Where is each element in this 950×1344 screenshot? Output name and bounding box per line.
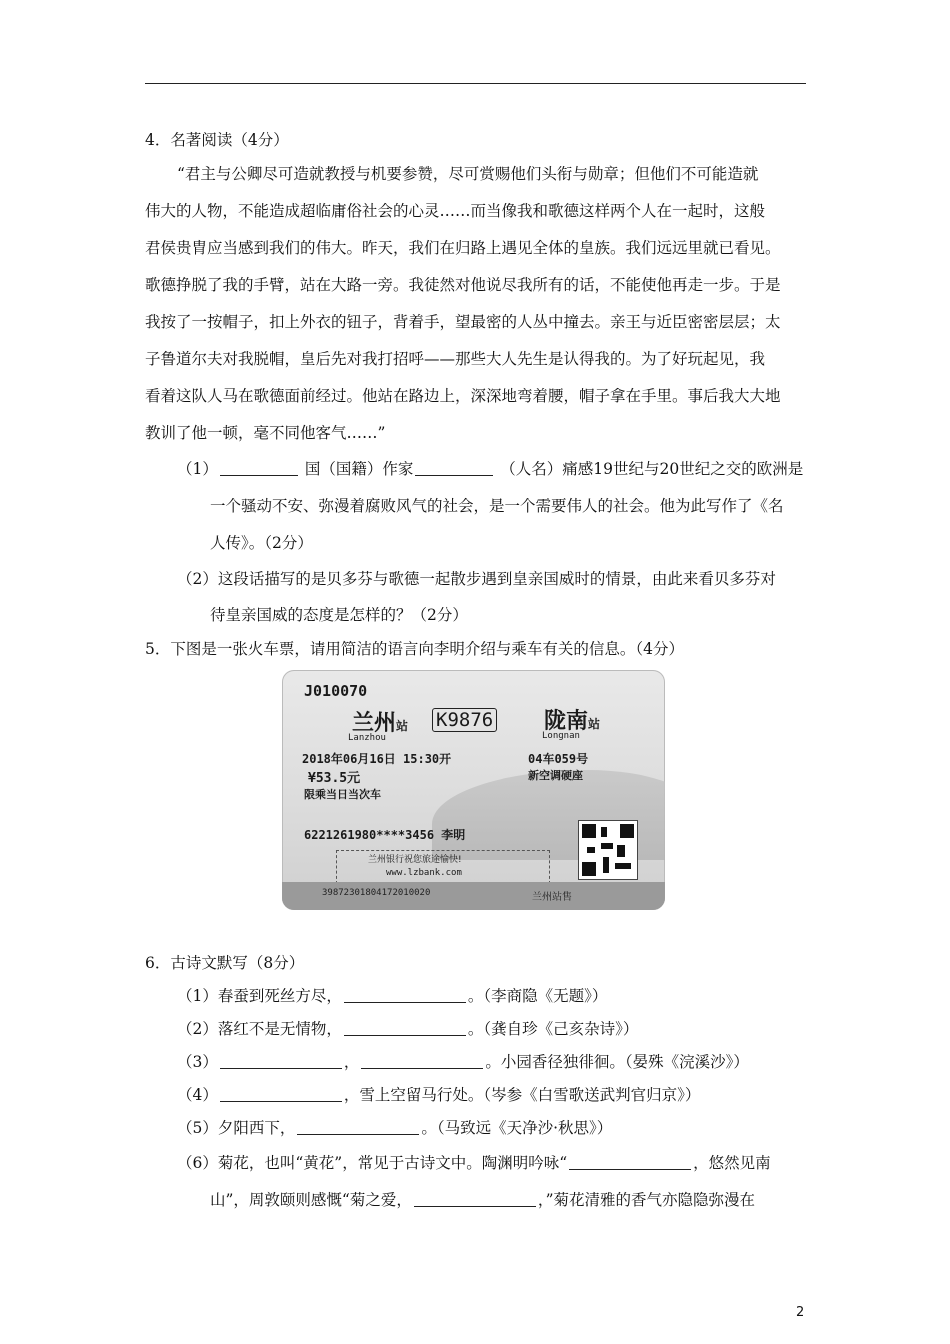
q4-sub1-line1: （1） 国（国籍）作家 （人名）痛感19世纪与20世纪之交的欧洲是 <box>177 460 804 478</box>
ticket-to-station: 陇南站 <box>544 709 601 734</box>
answer-blank[interactable] <box>220 461 298 476</box>
q6-title: 6．古诗文默写（8分） <box>145 954 305 972</box>
q4-sub1-line2: 一个骚动不安、弥漫着腐败风气的社会，是一个需要伟人的社会。他为此写作了《名 <box>210 497 784 515</box>
q4-sub1-line3: 人传》。（2分） <box>210 534 313 552</box>
page-number: 2 <box>796 1305 805 1320</box>
ticket-serial: J010070 <box>304 682 368 700</box>
answer-blank[interactable] <box>344 988 466 1003</box>
q4-passage-line: 子鲁道尔夫对我脱帽，皇后先对我打招呼——那些大人先生是认得我的。为了好玩起见，我 <box>145 350 766 368</box>
q4-title: 4．名著阅读（4分） <box>145 131 289 149</box>
ticket-id-name: 6221261980****3456 李明 <box>304 828 466 842</box>
q6-item-3: （3） ， 。小园香径独徘徊。（晏殊《浣溪沙》） <box>177 1053 749 1071</box>
answer-blank[interactable] <box>344 1021 466 1036</box>
answer-blank[interactable] <box>414 1192 536 1207</box>
q4-passage-line: 伟大的人物，不能造成超临庸俗社会的心灵……而当像我和歌德这样两个人在一起时，这般 <box>145 202 766 220</box>
answer-blank[interactable] <box>415 461 493 476</box>
q4-passage-line: “君主与公卿尽可造就教授与机要参赞，尽可赏赐他们头衔与勋章；但他们不可能造就 <box>177 165 759 183</box>
q6-item-6-cont: 山”，周敦颐则感慨“菊之爱， ，”菊花清雅的香气亦隐隐弥漫在 <box>210 1191 756 1209</box>
ticket-barcode-number: 39872301804172010020 <box>322 888 431 898</box>
q6-item-1: （1）春蚕到死丝方尽， 。（李商隐《无题》） <box>177 987 608 1005</box>
ticket-from-pinyin: Lanzhou <box>348 733 386 743</box>
header-rule <box>145 83 806 84</box>
q4-passage-line: 歌德挣脱了我的手臂，站在大路一旁。我徒然对他说尽我所有的话，不能使他再走一步。于是 <box>145 276 781 294</box>
ticket-qr-code <box>578 820 638 880</box>
answer-blank[interactable] <box>220 1054 342 1069</box>
q6-item-5: （5）夕阳西下， 。（马致远《天净沙·秋思》） <box>177 1119 613 1137</box>
ticket-seat: 04车059号 <box>528 752 589 766</box>
ticket-validity: 限乘当日当次车 <box>304 788 381 801</box>
q6-item-2: （2）落红不是无情物， 。（龚自珍《己亥杂诗》） <box>177 1020 639 1038</box>
ticket-seat-type: 新空调硬座 <box>528 769 583 782</box>
ticket-issuer: 兰州站售 <box>532 892 572 903</box>
q6-item-6: （6）菊花，也叫“黄花”，常见于古诗文中。陶渊明吟咏“ ，悠然见南 <box>177 1154 771 1172</box>
train-ticket-image <box>282 670 665 910</box>
answer-blank[interactable] <box>361 1054 483 1069</box>
q4-passage-line: 看着这队人马在歌德面前经过。他站在路边上，深深地弯着腰，帽子拿在手里。事后我大大地 <box>145 387 781 405</box>
q4-passage-line: 君侯贵胄应当感到我们的伟大。昨天，我们在归路上遇见全体的皇族。我们远远里就已看见。 <box>145 239 781 257</box>
ticket-from-station: 兰州站 <box>352 711 409 736</box>
q4-sub2-line1: （2）这段话描写的是贝多芬与歌德一起散步遇到皇亲国威时的情景，由此来看贝多芬对 <box>177 570 776 588</box>
q5-title: 5．下图是一张火车票，请用简洁的语言向李明介绍与乘车有关的信息。（4分） <box>145 640 684 658</box>
ticket-datetime: 2018年06月16日 15:30开 <box>302 752 452 766</box>
answer-blank[interactable] <box>569 1155 691 1170</box>
ticket-to-pinyin: Longnan <box>542 731 580 741</box>
q4-passage-line: 我按了一按帽子，扣上外衣的钮子，背着手，望最密的人丛中撞去。亲王与近臣密密层层；太 <box>145 313 781 331</box>
ticket-price: ¥53.5元 <box>308 771 361 786</box>
q4-sub2-line2: 待皇亲国威的态度是怎样的？（2分） <box>210 606 468 624</box>
ticket-ad-line1: 兰州银行祝您旅途愉快! <box>368 855 462 865</box>
ticket-ad-line2: www.lzbank.com <box>386 868 462 878</box>
ticket-train-number: K9876 <box>432 709 497 731</box>
answer-blank[interactable] <box>220 1087 342 1102</box>
q4-passage-line: 教训了他一顿，毫不同他客气……” <box>145 424 386 442</box>
answer-blank[interactable] <box>297 1120 419 1135</box>
q6-item-4: （4） ，雪上空留马行处。（岑参《白雪歌送武判官归京》） <box>177 1086 701 1104</box>
